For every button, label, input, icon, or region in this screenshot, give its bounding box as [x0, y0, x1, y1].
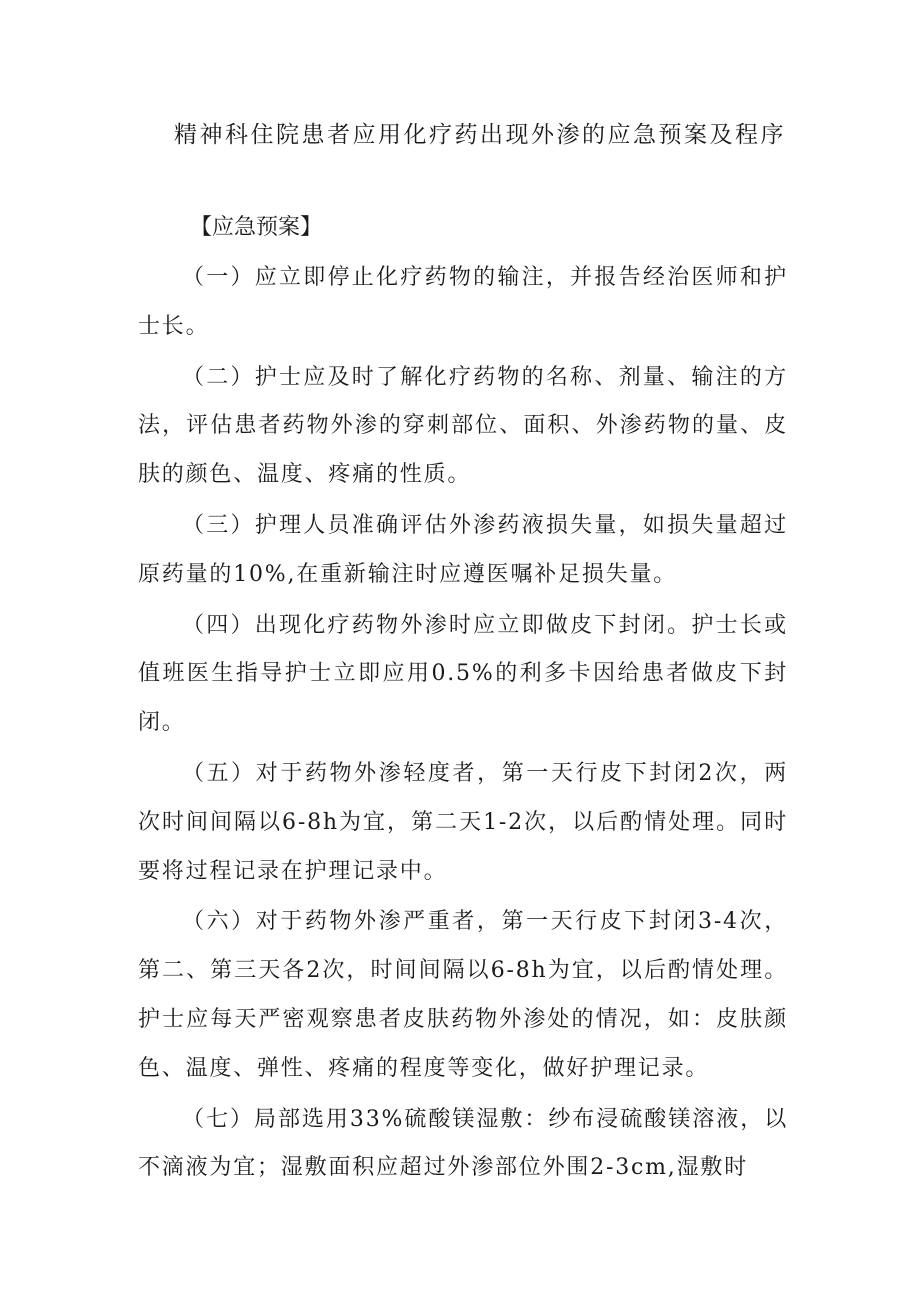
- document-title: 精神科住院患者应用化疗药出现外渗的应急预案及程序: [174, 122, 786, 148]
- paragraph-3: （三）护理人员准确评估外渗药液损失量，如损失量超过原药量的10%,在重新输注时应遵医嘱补足损失量。: [138, 512, 788, 587]
- paragraph-2: （二）护士应及时了解化疗药物的名称、剂量、输注的方法，评估患者药物外渗的穿刺部位、面积、外渗药物的量、皮肤的颜色、温度、疼痛的性质。: [138, 364, 788, 488]
- document-body: [138, 254, 788, 1195]
- paragraph-4: （四）出现化疗药物外渗时应立即做皮下封闭。护士长或值班医生指导护士立即应用0.5%的利多卡因给患者做皮下封闭。: [138, 612, 788, 736]
- paragraph-6: （六）对于药物外渗严重者，第一天行皮下封闭3-4次，第二、第三天各2次，时间间隔以6-8h为宜，以后酌情处理。护士应每天严密观察患者皮肤药物外渗处的情况，如：皮肤颜色、温度、弹性、疼痛的程度等变化，做好护理记录。: [138, 909, 788, 1081]
- section-heading: 【应急预案】: [190, 215, 323, 240]
- paragraph-7: （七）局部选用33%硫酸镁湿敷：纱布浸硫酸镁溶液，以不滴液为宜；湿敷面积应超过外渗部位外围2-3cm,湿敷时: [138, 1106, 788, 1181]
- paragraph-1: （一）应立即停止化疗药物的输注，并报告经治医师和护士长。: [138, 265, 788, 339]
- paragraph-5: （五）对于药物外渗轻度者，第一天行皮下封闭2次，两次时间间隔以6-8h为宜，第二天1-2次，以后酌情处理。同时要将过程记录在护理记录中。: [138, 760, 788, 884]
